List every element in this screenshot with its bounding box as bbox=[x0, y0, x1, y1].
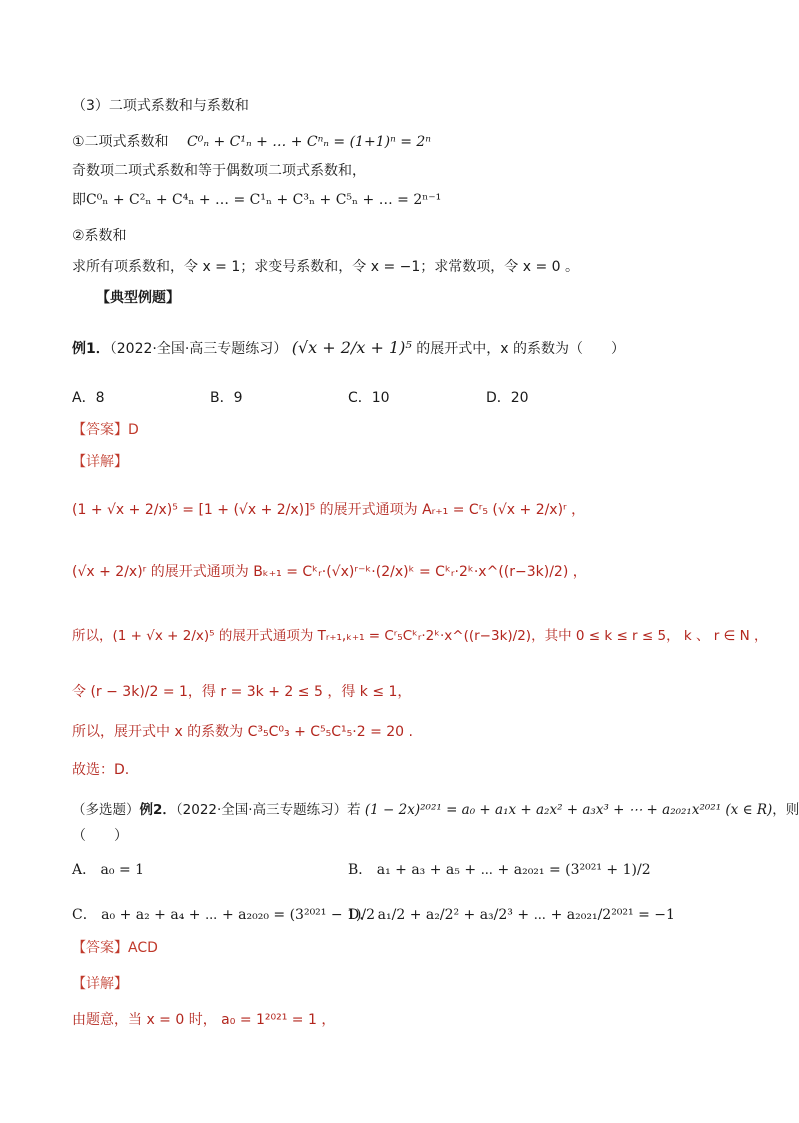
example2-step1: 由题意，当 x = 0 时， a₀ = 1²⁰²¹ = 1 ， bbox=[72, 1012, 336, 1028]
example1-expr: (√x + 2/x + 1)⁵ bbox=[291, 338, 412, 357]
example2-answer: 【答案】ACD bbox=[72, 940, 158, 956]
example1-step5: 所以，展开式中 x 的系数为 C³₅C⁰₃ + C⁵₅C¹₅·2 = 20 . bbox=[72, 724, 413, 740]
example2-option-b: B． a₁ + a₃ + a₅ + ⋯ + a₂₀₂₁ = (3²⁰²¹ + 1)/2 bbox=[348, 862, 651, 878]
odd-even-formula: 即C⁰ₙ + C²ₙ + C⁴ₙ + … = C¹ₙ + C³ₙ + C⁵ₙ + … = 2ⁿ⁻¹ bbox=[72, 192, 442, 208]
example1-option-c: C．10 bbox=[348, 390, 390, 406]
example2-detail-heading: 【详解】 bbox=[72, 976, 128, 992]
example1-step2: (√x + 2/x)ʳ 的展开式通项为 Bₖ₊₁ = Cᵏᵣ·(√x)ʳ⁻ᵏ·(2/x)ᵏ = Cᵏᵣ·2ᵏ·x^((r−3k)/2) ， bbox=[72, 564, 587, 580]
example1-step6: 故选：D. bbox=[72, 762, 130, 778]
binomial-sum-line bbox=[72, 132, 431, 152]
example2-expr: (1 − 2x)²⁰²¹ = a₀ + a₁x + a₂x² + a₃x³ + ⋯ + a₂₀₂₁x²⁰²¹ (x ∈ R) bbox=[364, 802, 773, 818]
example1-source: （2022·全国·高三专题练习） bbox=[109, 341, 288, 357]
example1-question-text: 的展开式中，x 的系数为（ ） bbox=[416, 341, 625, 357]
example2-option-a: A． a₀ = 1 bbox=[72, 862, 145, 878]
example1-answer: 【答案】D bbox=[72, 422, 139, 438]
example1-option-a: A．8 bbox=[72, 390, 105, 406]
example1-step3: 所以，(1 + √x + 2/x)⁵ 的展开式通项为 Tᵣ₊₁,ₖ₊₁ = Cʳ₅Cᵏᵣ·2ᵏ·x^((r−3k)/2)，其中 0 ≤ k ≤ r ≤ 5， k 、 r ∈ N ， bbox=[72, 628, 768, 644]
example1-step4: 令 (r − 3k)/2 = 1，得 r = 3k + 2 ≤ 5 ，得 k ≤ 1， bbox=[72, 684, 412, 700]
example2-source: （2022·全国·高三专题练习）若 bbox=[175, 802, 361, 818]
item2-text: 求所有项系数和，令 x = 1；求变号系数和，令 x = −1；求常数项，令 x = 0 。 bbox=[72, 259, 579, 275]
item1-formula: C⁰ₙ + C¹ₙ + … + Cⁿₙ = (1+1)ⁿ = 2ⁿ bbox=[187, 134, 431, 150]
example2-option-d: D． a₁/2 + a₂/2² + a₃/2³ + ⋯ + a₂₀₂₁/2²⁰²¹ = −1 bbox=[348, 907, 675, 923]
example2-prefix: （多选题） bbox=[72, 802, 140, 818]
example1-option-d: D．20 bbox=[486, 390, 529, 406]
item2-label: ②系数和 bbox=[72, 228, 127, 244]
example2-question-tail: （ ） bbox=[72, 828, 128, 844]
example2-label: 例2． bbox=[139, 802, 176, 818]
example1-label: 例1． bbox=[72, 341, 110, 357]
section-title: （3）二项式系数和与系数和 bbox=[72, 98, 249, 114]
example2-question-end: ，则 bbox=[772, 802, 799, 818]
example1-detail-heading: 【详解】 bbox=[72, 454, 128, 470]
example2-option-c: C． a₀ + a₂ + a₄ + ⋯ + a₂₀₂₀ = (3²⁰²¹ − 1)/2 bbox=[72, 907, 376, 923]
example2-question bbox=[72, 800, 799, 820]
example1-question bbox=[72, 338, 625, 359]
examples-heading: 【典型例题】 bbox=[96, 290, 180, 306]
example1-step1: (1 + √x + 2/x)⁵ = [1 + (√x + 2/x)]⁵ 的展开式通项为 Aᵣ₊₁ = Cʳ₅ (√x + 2/x)ʳ ， bbox=[72, 502, 586, 518]
example1-option-b: B．9 bbox=[210, 390, 243, 406]
item1-label: ①二项式系数和 bbox=[72, 134, 169, 150]
odd-even-text: 奇数项二项式系数和等于偶数项二项式系数和， bbox=[72, 163, 366, 179]
